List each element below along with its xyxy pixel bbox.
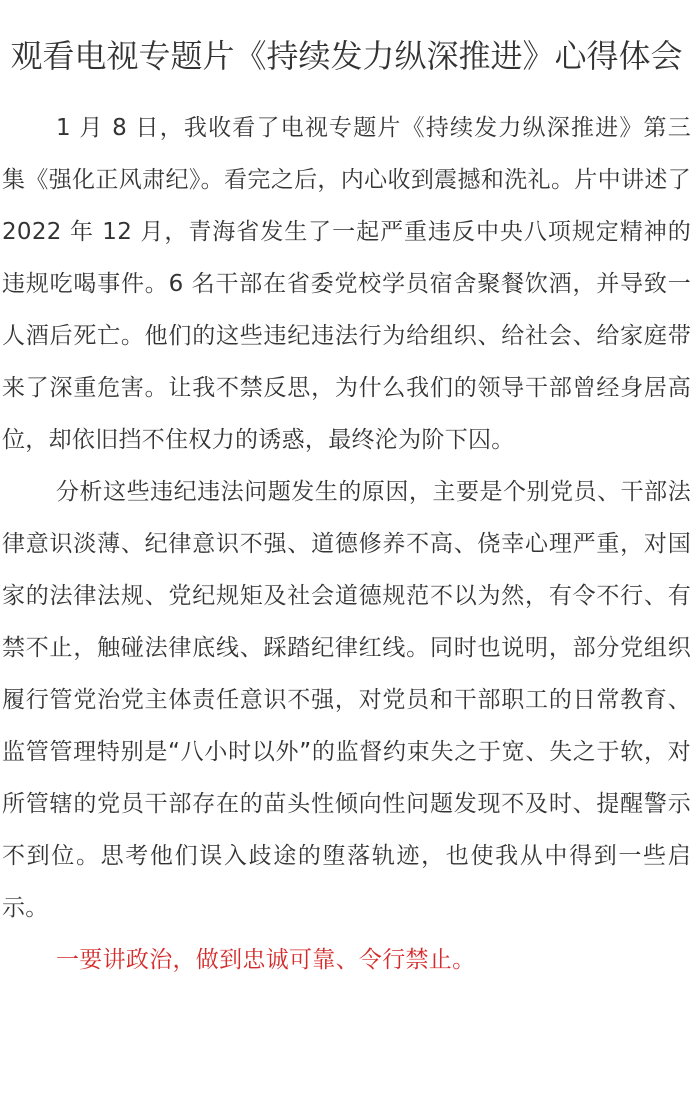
article-heading-point-1: 一要讲政治，做到忠诚可靠、令行禁止。 <box>56 947 476 973</box>
article-paragraph-2: 分析这些违纪违法问题发生的原因，主要是个别党员、干部法律意识淡薄、纪律意识不强、道德修养不高、侥幸心理严重，对国家的法律法规、党纪规矩及社会道德规范不以为然，有令不行、有禁不止，触碰法律底线、踩踏纪律红线。同时也说明，部分党组织履行管党治党主体责任意识不强，对党员和干部职工的日常教育、监管管理特别是“八小时以外”的监督约束失之于宽、失之于软，对所管辖的党员干部存在的苗头性倾向性问题发现不及时、提醒警示不到位。思考他们误入歧途的堕落轨迹，也使我从中得到一些启示。 <box>2 479 691 921</box>
article-title: 观看电视专题片《持续发力纵深推进》心得体会 <box>10 37 683 75</box>
article-paragraph-1: 1 月 8 日，我收看了电视专题片《持续发力纵深推进》第三集《强化正风肃纪》。看完之后，内心收到震撼和洗礼。片中讲述了 2022 年 12 月，青海省发生了一起严重违反中央八项规定精神的违规吃喝事件。6 名干部在省委党校学员宿舍聚餐饮酒，并导致一人酒后死亡。他们的这些违纪违法行为给组织、给社会、给家庭带来了深重危害。让我不禁反思，为什么我们的领导干部曾经身居高位，却依旧挡不住权力的诱惑，最终沦为阶下囚。 <box>2 115 691 453</box>
